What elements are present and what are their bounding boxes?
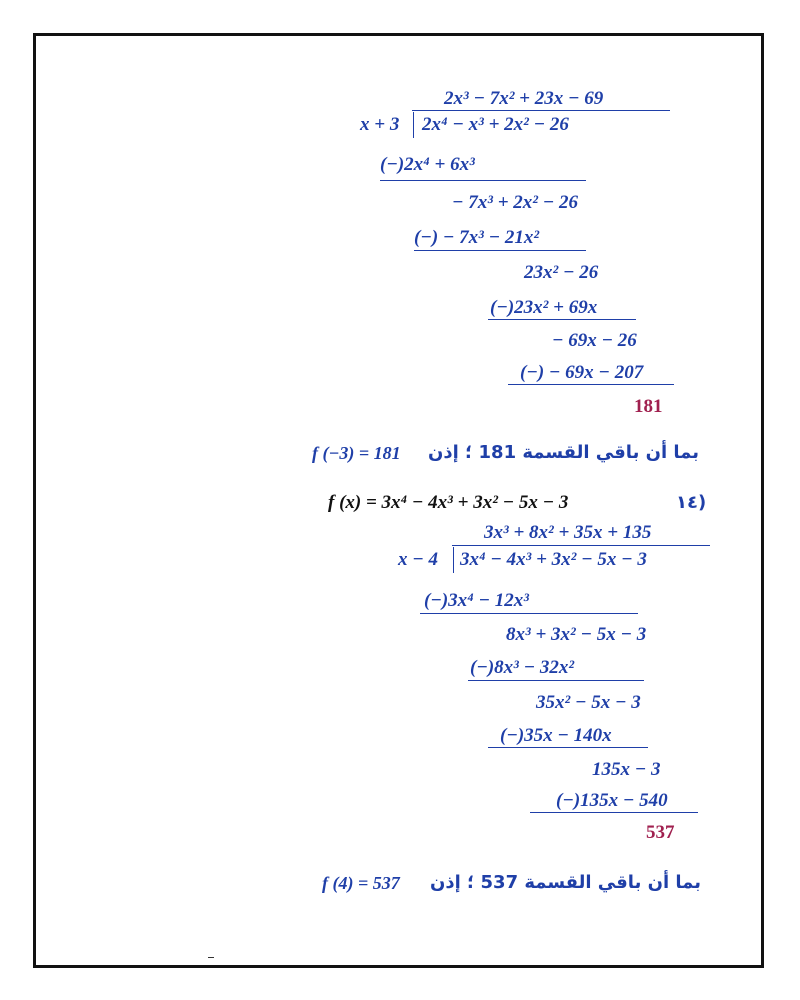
step-rule-13-1 (380, 180, 586, 181)
step-rule-14-2 (468, 680, 644, 681)
step-14-2: 8x³ + 3x² − 5x − 3 (506, 624, 647, 645)
step-13-2: − 7x³ + 2x² − 26 (452, 192, 578, 213)
step-rule-13-4 (508, 384, 674, 385)
division-bracket-13 (413, 112, 414, 138)
step-13-5: (−)23x² + 69x (490, 297, 598, 318)
step-14-4: 35x² − 5x − 3 (536, 692, 641, 713)
remainder-13: 181 (634, 396, 663, 417)
step-14-6: 135x − 3 (592, 759, 661, 780)
step-14-1: (−)3x⁴ − 12x³ (424, 590, 529, 611)
dividend-13: 2x⁴ − x³ + 2x² − 26 (422, 114, 569, 135)
division-bracket-14 (453, 547, 454, 573)
step-rule-14-4 (530, 812, 698, 813)
step-13-6: − 69x − 26 (552, 330, 637, 351)
dividend-14: 3x⁴ − 4x³ + 3x² − 5x − 3 (460, 549, 647, 570)
step-13-1: (−)2x⁴ + 6x³ (380, 154, 475, 175)
step-13-7: (−) − 69x − 207 (520, 362, 644, 383)
division-bar-13 (412, 110, 670, 111)
conclusion-14-text: بما أن باقي القسمة 537 ؛ إذن (430, 872, 701, 893)
step-rule-13-2 (414, 250, 586, 251)
step-13-3: (−) − 7x³ − 21x² (414, 227, 540, 248)
step-14-5: (−)35x − 140x (500, 725, 612, 746)
quotient-14: 3x³ + 8x² + 35x + 135 (484, 522, 652, 543)
step-rule-14-3 (488, 747, 648, 748)
step-rule-13-3 (488, 319, 636, 320)
divisor-14: x − 4 (398, 549, 439, 570)
step-13-4: 23x² − 26 (524, 262, 599, 283)
remainder-14: 537 (646, 822, 675, 843)
conclusion-13-math: f (−3) = 181 (312, 443, 401, 463)
stray-mark (208, 957, 214, 958)
step-14-3: (−)8x³ − 32x² (470, 657, 575, 678)
function-14: f (x) = 3x⁴ − 4x³ + 3x² − 5x − 3 (328, 492, 569, 513)
step-14-7: (−)135x − 540 (556, 790, 668, 811)
conclusion-14-math: f (4) = 537 (322, 873, 400, 893)
division-bar-14 (452, 545, 710, 546)
quotient-13: 2x³ − 7x² + 23x − 69 (444, 88, 604, 109)
step-rule-14-1 (420, 613, 638, 614)
divisor-13: x + 3 (360, 114, 400, 135)
problem-number-14: ١٤) (676, 492, 707, 513)
conclusion-13-text: بما أن باقي القسمة 181 ؛ إذن (428, 442, 699, 463)
